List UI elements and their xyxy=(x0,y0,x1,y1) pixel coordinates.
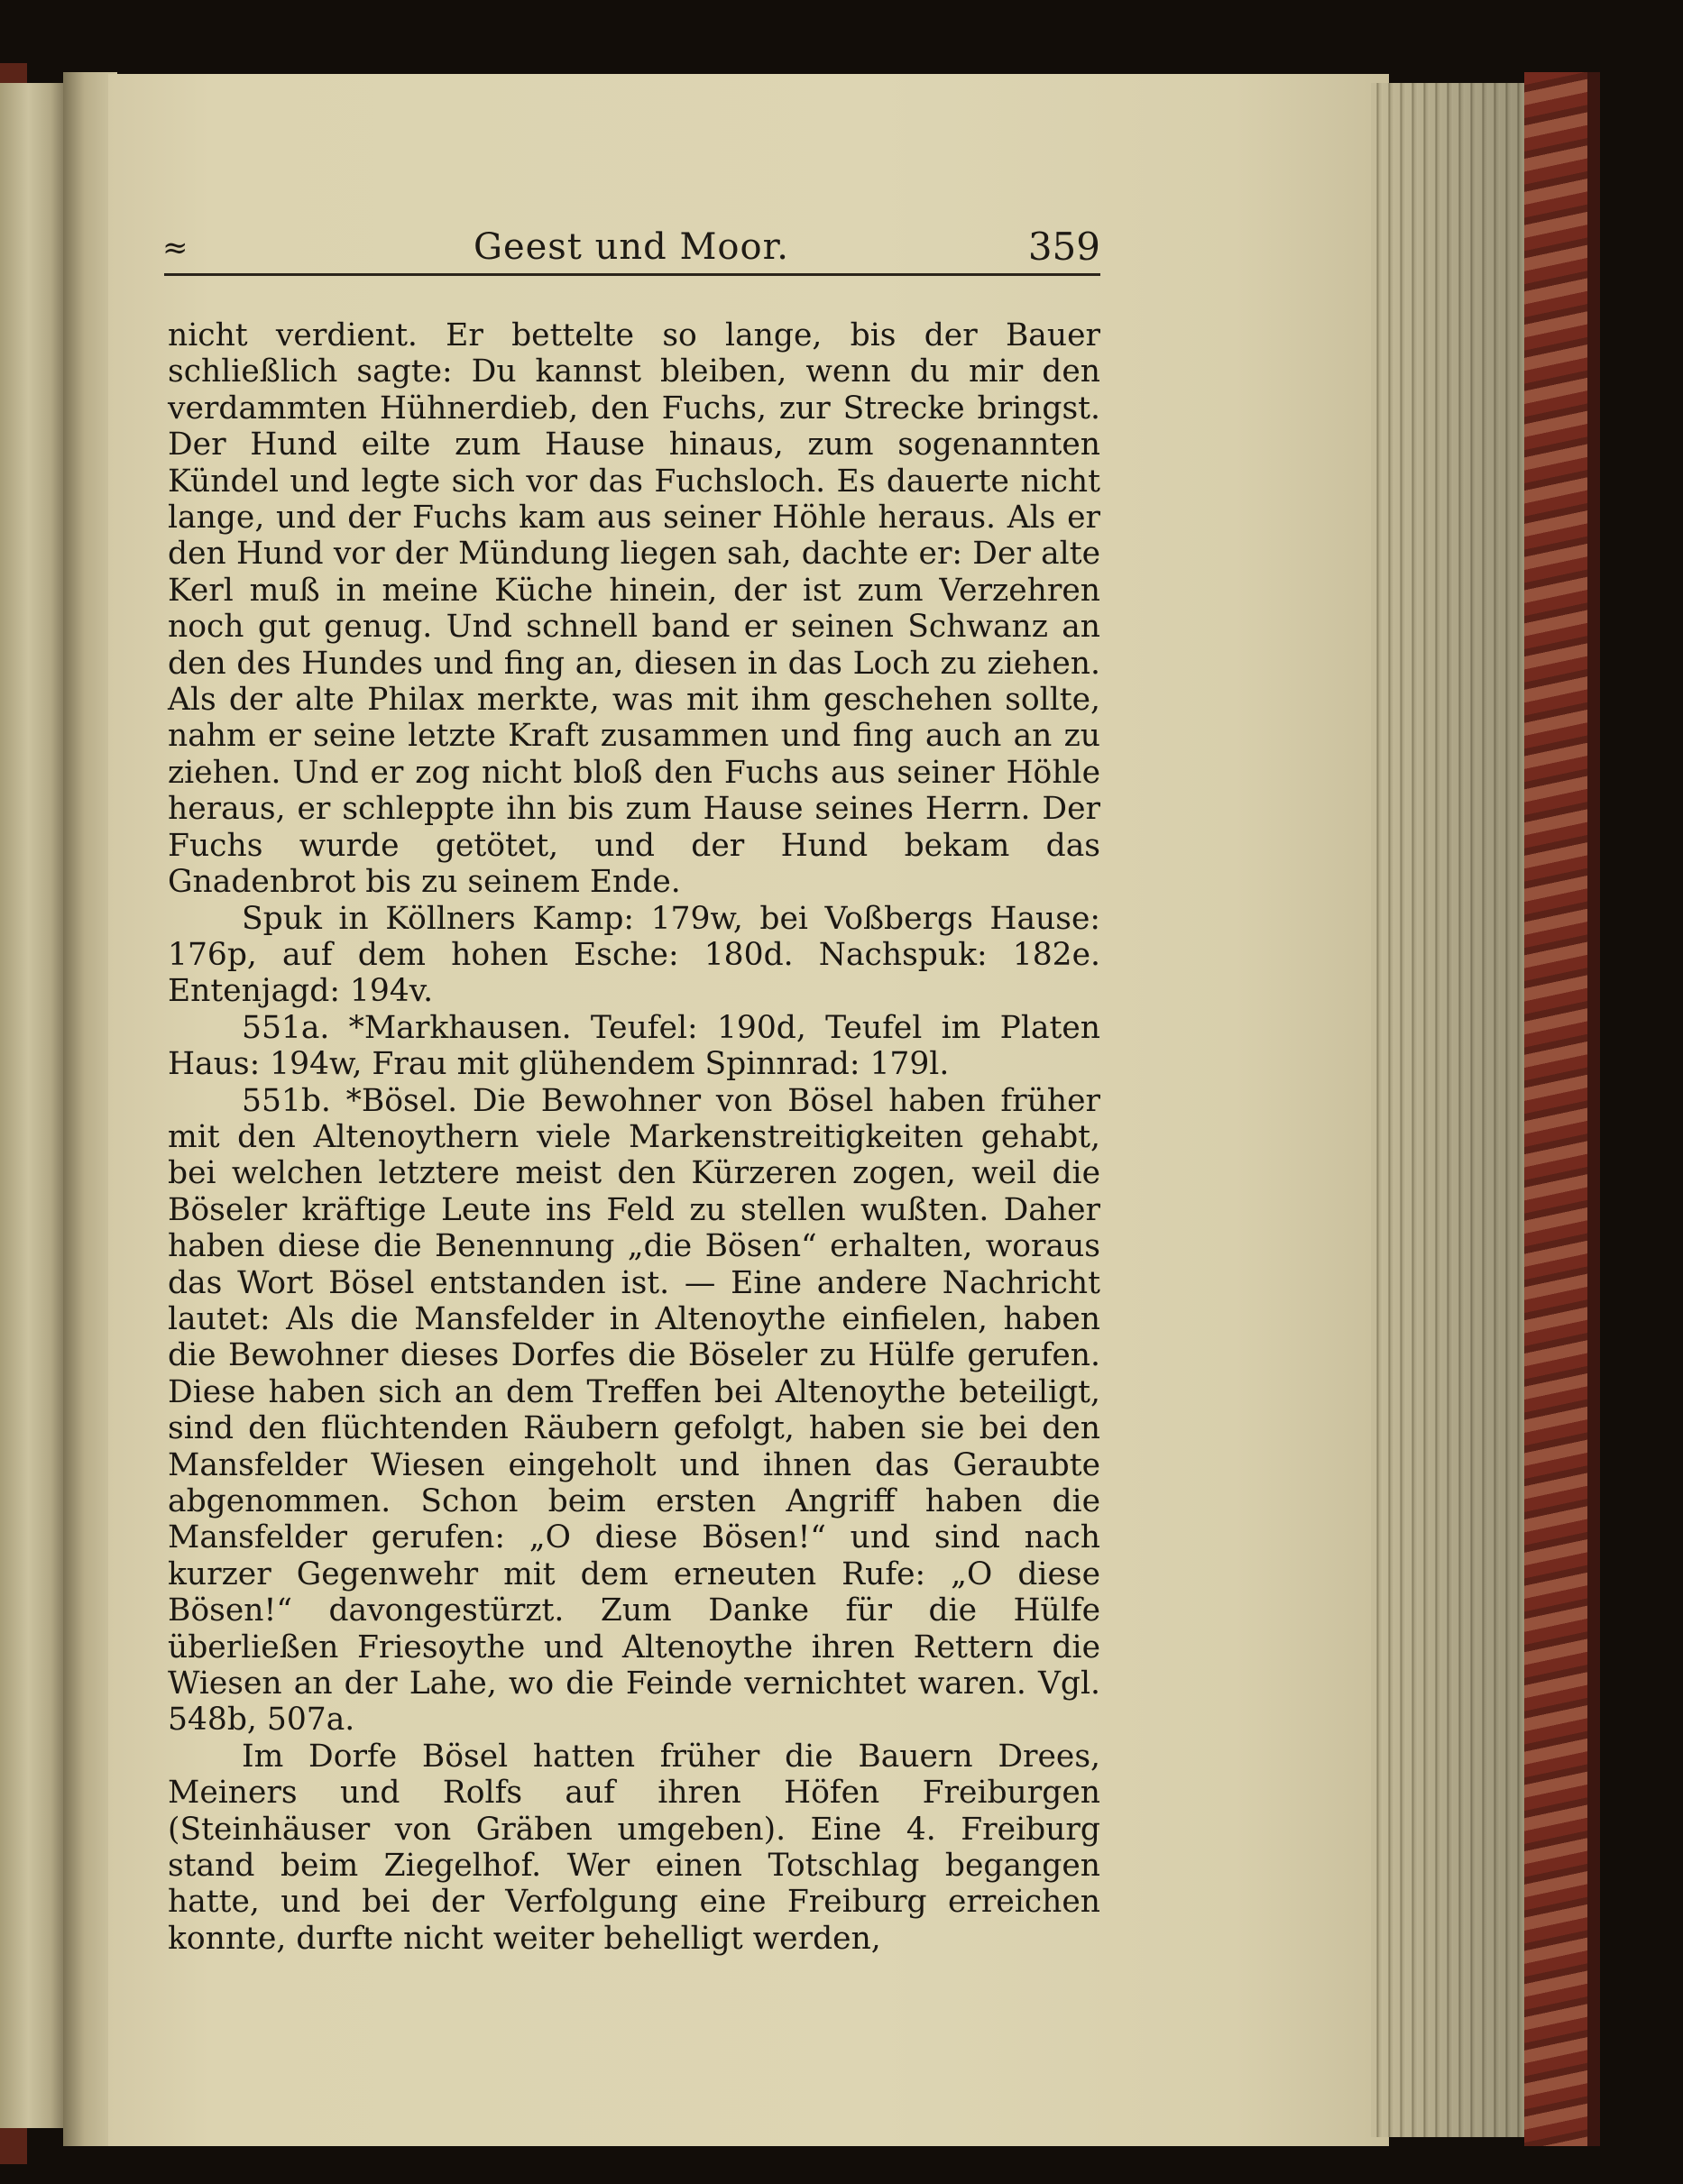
paragraph-5: Im Dorfe Bösel hatten früher die Bauern Drees, Meiners und Rolfs auf ihren Höfen Freiburgen (Steinhäuser von Gräben umgeben). Eine 4. Freiburg stand beim Ziegelhof. Wer einen Totschlag begangen hatte, und bei der Verfolgung eine Freiburg erreichen konnte, durfte nicht weiter behelligt werden, xyxy=(168,1738,1100,1957)
running-header xyxy=(162,221,1100,269)
body-text xyxy=(168,317,1100,1957)
paragraph-4: 551b. *Bösel. Die Bewohner von Bösel haben früher mit den Altenoythern viele Markenstreitigkeiten gehabt, bei welchen letztere meist den Kürzeren zogen, weil die Böseler kräftige Leute ins Feld zu stellen wußten. Daher haben diese die Benennung „die Bösen“ erhalten, woraus das Wort Bösel entstanden ist. — Eine andere Nachricht lautet: Als die Mansfelder in Altenoythe einfielen, haben die Bewohner dieses Dorfes die Böseler zu Hülfe gerufen. Diese haben sich an dem Treffen bei Altenoythe beteiligt, sind den flüchtenden Räubern gefolgt, haben sie bei den Mansfelder Wiesen eingeholt und ihnen das Geraubte abgenommen. Schon beim ersten Angriff haben die Mansfelder gerufen: „O diese Bösen!“ und sind nach kurzer Gegenwehr mit dem erneuten Rufe: „O diese Bösen!“ davongestürzt. Zum Danke für die Hülfe überließen Friesoythe und Altenoythe ihren Rettern die Wiesen an der Lahe, wo die Feinde vernichtet waren. Vgl. 548b, 507a. xyxy=(168,1082,1100,1739)
cover-edge xyxy=(1587,72,1600,2146)
left-facing-page xyxy=(0,83,63,2128)
paragraph-1: nicht verdient. Er bettelte so lange, bis der Bauer schließlich sagte: Du kannst bleiben, wenn du mir den verdammten Hühnerdieb, den Fuchs, zur Strecke bringst. Der Hund eilte zum Hause hinaus, zum sogenannten Kündel und legte sich vor das Fuchsloch. Es dauerte nicht lange, und der Fuchs kam aus seiner Höhle heraus. Als er den Hund vor der Mündung liegen sah, dachte er: Der alte Kerl muß in meine Küche hinein, der ist zum Verzehren noch gut genug. Und schnell band er seinen Schwanz an den des Hundes und fing an, diesen in das Loch zu ziehen. Als der alte Philax merkte, was mit ihm geschehen sollte, nahm er seine letzte Kraft zusammen und fing auch an zu ziehen. Und er zog nicht bloß den Fuchs aus seiner Höhle heraus, er schleppte ihn bis zum Hause seines Herrn. Der Fuchs wurde getötet, und der Hund bekam das Gnadenbrot bis zu seinem Ende. xyxy=(168,317,1100,901)
paragraph-3: 551a. *Markhausen. Teufel: 190d, Teufel im Platen Haus: 194w, Frau mit glühendem Spinnrad: 179l. xyxy=(168,1009,1100,1083)
page-edges-shade xyxy=(1371,83,1524,2137)
ornament-icon: ≈ xyxy=(162,230,189,266)
paragraph-2: Spuk in Köllners Kamp: 179w, bei Voßbergs Hause: 176p, auf dem hohen Esche: 180d. Nachspuk: 182e. Entenjagd: 194v. xyxy=(168,900,1100,1010)
header-rule xyxy=(164,273,1100,276)
running-title: Geest und Moor. xyxy=(473,226,790,268)
marbled-cover xyxy=(1524,72,1587,2146)
page-number: 359 xyxy=(1027,225,1100,269)
